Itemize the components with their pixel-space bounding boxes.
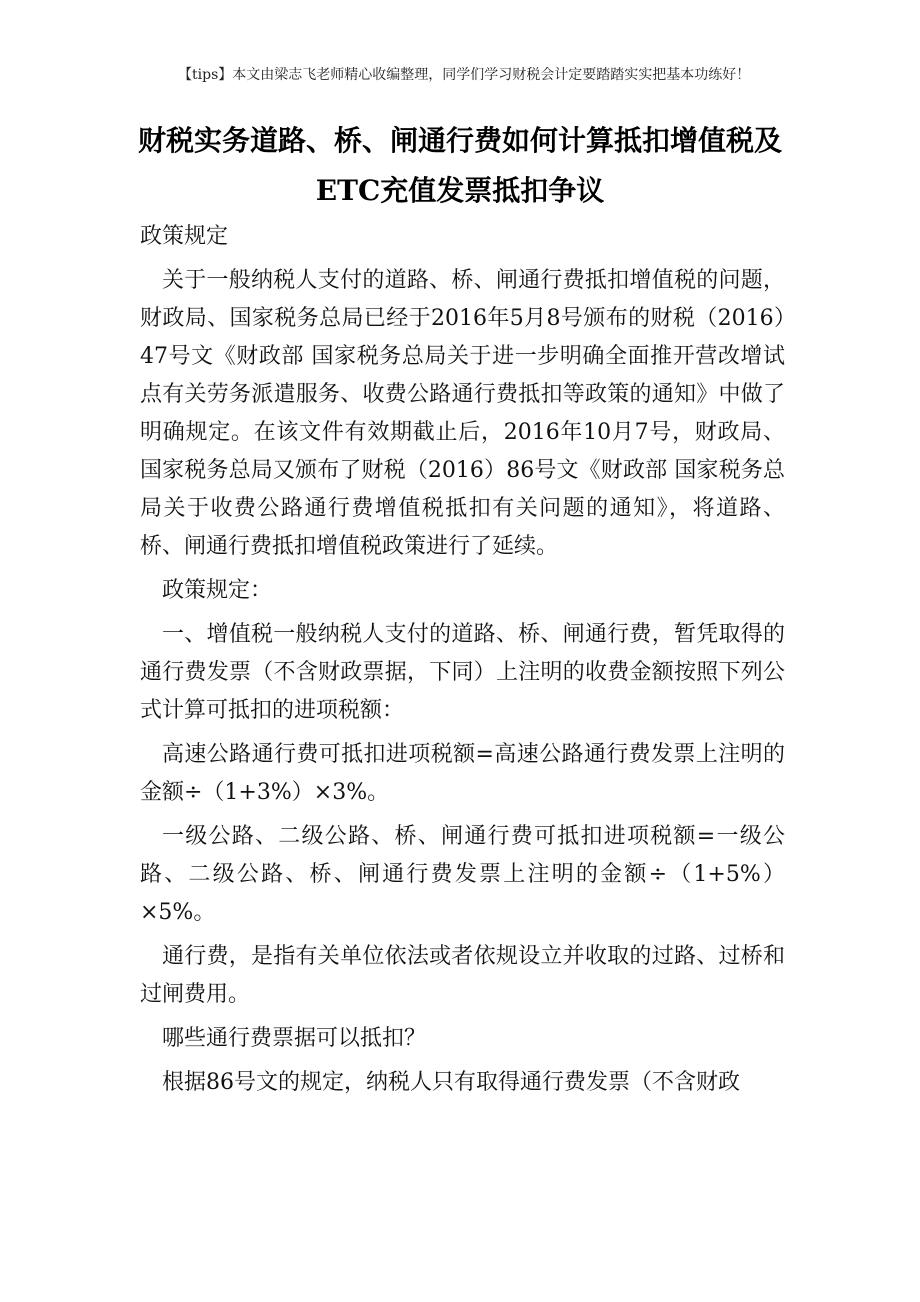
section-heading: 政策规定 [140, 224, 229, 249]
document-body [140, 218, 785, 1102]
section-heading: 政策规定： [162, 578, 273, 603]
paragraph: 关于一般纳税人支付的道路、桥、闸通行费抵扣增值税的问题，财政局、国家税务总局已经于2016年5月8号颁布的财税（2016）47号文《财政部 国家税务总局关于进一步明确全面推开营改增试点有关劳务派遣服务、收费公路通行费抵扣等政策的通知》中做了明确规定。在该文件有效期截止后，2016年10月7号，财政局、国家税务总局又颁布了财税（2016）86号文《财政部 国家税务总局关于收费公路通行费增值税抵扣有关问题的通知》，将道路、桥、闸通行费抵扣增值税政策进行了延续。 [140, 268, 785, 559]
tips-header: 【tips】本文由梁志飞老师精心收编整理，同学们学习财税会计定要踏踏实实把基本功练好！ [178, 67, 751, 83]
paragraph: 根据86号文的规定，纳税人只有取得通行费发票（不含财政 [162, 1070, 740, 1095]
formula-paragraph: 高速公路通行费可抵扣进项税额=高速公路通行费发票上注明的金额÷（1+3%）×3%。 [140, 742, 785, 805]
question-heading: 哪些通行费票据可以抵扣？ [162, 1026, 427, 1051]
document-title: 财税实务道路、桥、闸通行费如何计算抵扣增值税及ETC充值发票抵扣争议 [137, 124, 782, 207]
formula-paragraph: 一级公路、二级公路、桥、闸通行费可抵扣进项税额=一级公路、二级公路、桥、闸通行费发票上注明的金额÷（1+5%）×5%。 [140, 824, 785, 925]
paragraph: 通行费，是指有关单位依法或者依规设立并收取的过路、过桥和过闸费用。 [140, 944, 785, 1007]
paragraph: 一、增值税一般纳税人支付的道路、桥、闸通行费，暂凭取得的通行费发票（不含财政票据，下同）上注明的收费金额按照下列公式计算可抵扣的进项税额： [140, 622, 785, 723]
